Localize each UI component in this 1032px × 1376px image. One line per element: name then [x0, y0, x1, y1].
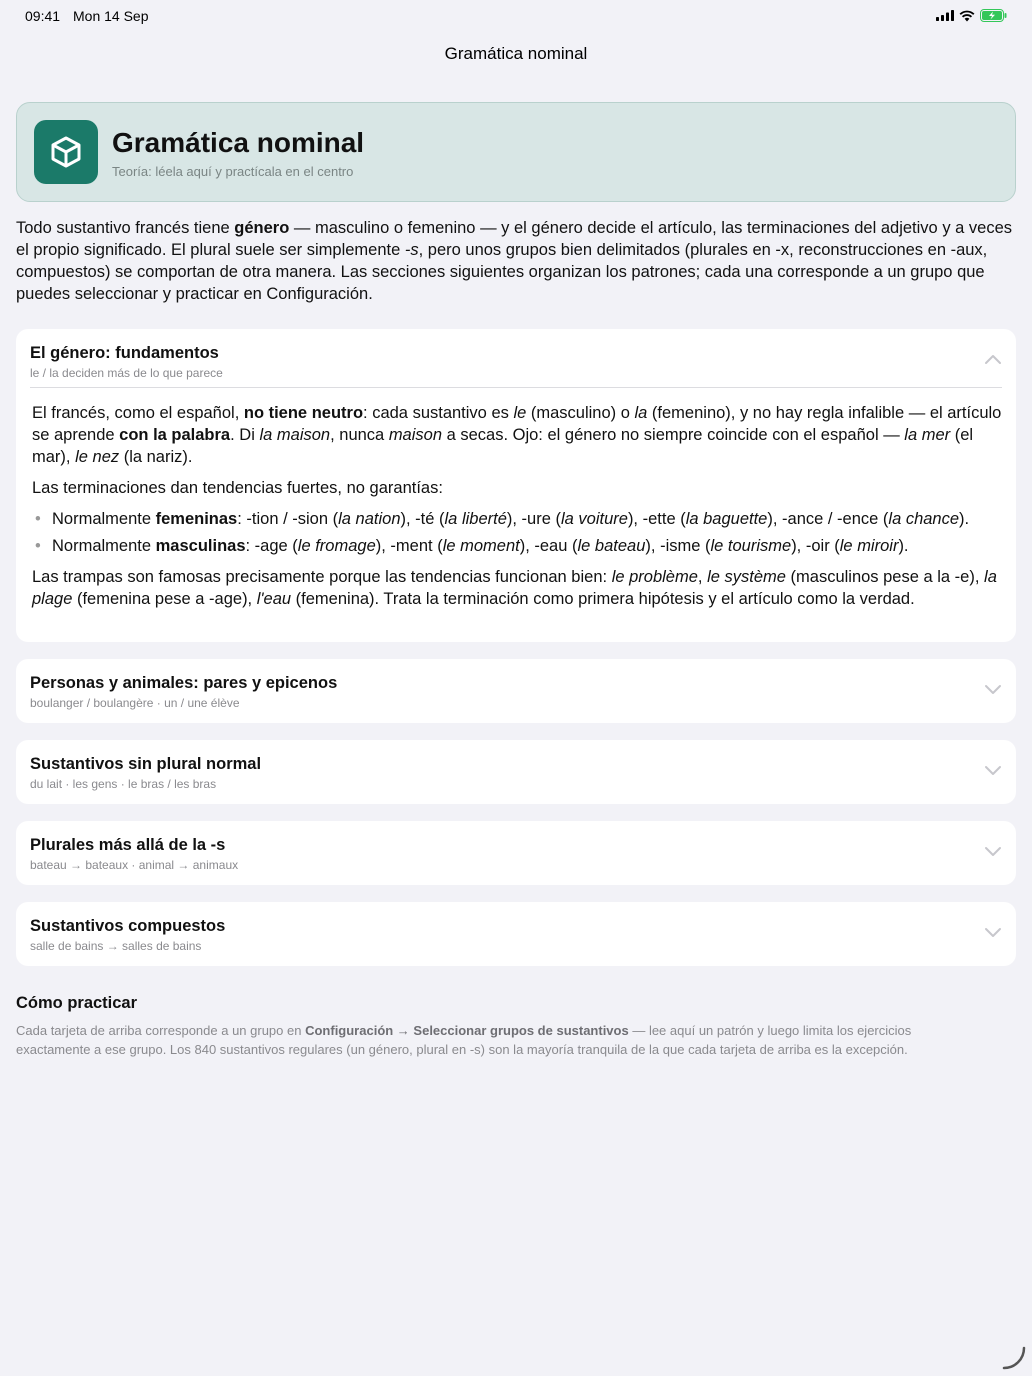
practice-text: Cada tarjeta de arriba corresponde a un grupo en Configuración → Seleccionar grupos de sustantivos — lee aquí un patrón y luego limita los ejercicios exactamente a ese grupo. Los 840 sustantivos regulares (un género, plural en -s) son la mayoría tranquila de la que cada tarjeta de arriba es la excepción.: [16, 1023, 912, 1057]
section-title: Plurales más allá de la -s: [30, 836, 226, 854]
section-header[interactable]: [16, 902, 1016, 966]
chevron-up-icon[interactable]: [984, 353, 1002, 365]
status-icons: [936, 9, 1008, 22]
divider: [30, 387, 1002, 388]
resize-handle-icon: [1002, 1346, 1026, 1370]
section-card-plurals-beyond-s[interactable]: [16, 821, 1016, 885]
body-paragraph: Las terminaciones dan tendencias fuertes, no garantías:: [32, 479, 443, 497]
practice-heading: Cómo practicar: [16, 994, 138, 1012]
status-bar: [0, 0, 1032, 32]
settings-path: Configuración → Seleccionar grupos de sustantivos: [305, 1023, 629, 1038]
hero-subtitle: Teoría: léela aquí y practícala en el centro: [112, 164, 354, 179]
chevron-down-icon[interactable]: [984, 926, 1002, 938]
endings-list: [32, 508, 1002, 557]
chevron-down-icon[interactable]: [984, 683, 1002, 695]
section-title: Sustantivos sin plural normal: [30, 755, 262, 773]
list-item: • Normalmente masculinas: -age (le fromage), -ment (le moment), -eau (le bateau), -isme (le tourisme), -oir (le miroir).: [35, 537, 909, 555]
status-time: 09:41: [25, 8, 61, 24]
wifi-icon: [959, 10, 975, 22]
chevron-down-icon[interactable]: [984, 845, 1002, 857]
body-paragraph: El francés, como el español, no tiene neutro: cada sustantivo es le (masculino) o la (femenino), y no hay regla infalible — el artículo se aprende con la palabra. Di la maison, nunca maison a secas. Ojo: el género no siempre coincide con el español — la mer (el mar), le nez (la nariz).: [32, 404, 1002, 466]
nav-title: Gramática nominal: [444, 44, 588, 63]
section-subtitle: salle de bains → salles de bains: [30, 939, 202, 953]
hero-banner: [16, 102, 1016, 202]
body-paragraph: Las trampas son famosas precisamente porque las tendencias funcionan bien: le problème, le système (masculinos pese a la -e), la plage (femenina pese a -age), l'eau (femenina). Trata la terminación como primera hipótesis y el artículo como la verdad.: [32, 568, 997, 608]
section-header-gender-basics[interactable]: [16, 329, 1016, 393]
section-body: [32, 402, 1002, 619]
section-card-gender-basics: [16, 329, 1016, 642]
battery-charging-icon: [980, 9, 1008, 22]
section-card-no-normal-plural[interactable]: [16, 740, 1016, 804]
status-date: Mon 14 Sep: [73, 8, 149, 24]
section-subtitle: bateau → bateaux · animal → animaux: [30, 858, 239, 872]
section-card-people-animals[interactable]: [16, 659, 1016, 723]
list-item: • Normalmente femeninas: -tion / -sion (la nation), -té (la liberté), -ure (la voiture), -ette (la baguette), -ance / -ence (la chance).: [35, 510, 970, 528]
section-title: Personas y animales: pares y epicenos: [30, 674, 338, 692]
section-header[interactable]: [16, 740, 1016, 804]
cube-icon: [34, 120, 98, 184]
section-subtitle: boulanger / boulangère · un / une élève: [30, 696, 240, 710]
section-header[interactable]: [16, 821, 1016, 885]
section-title: El género: fundamentos: [30, 344, 219, 362]
section-title: Sustantivos compuestos: [30, 917, 226, 935]
section-card-compound-nouns[interactable]: [16, 902, 1016, 966]
section-subtitle: du lait · les gens · le bras / les bras: [30, 777, 217, 791]
hero-title: Gramática nominal: [112, 127, 365, 158]
chevron-down-icon[interactable]: [984, 764, 1002, 776]
cellular-signal-icon: [936, 10, 954, 21]
section-header[interactable]: [16, 659, 1016, 723]
intro-paragraph: Todo sustantivo francés tiene género — masculino o femenino — y el género decide el artículo, las terminaciones del adjetivo y a veces el propio significado. El plural suele ser simplemente -s, pero unos grupos bien delimitados (plurales en -x, reconstrucciones en -aux, compuestos) se comportan de otra manera. Las secciones siguientes organizan los patrones; cada una corresponde a un grupo que puedes seleccionar y practicar en Configuración.: [16, 219, 1013, 303]
section-subtitle: le / la deciden más de lo que parece: [30, 366, 223, 380]
